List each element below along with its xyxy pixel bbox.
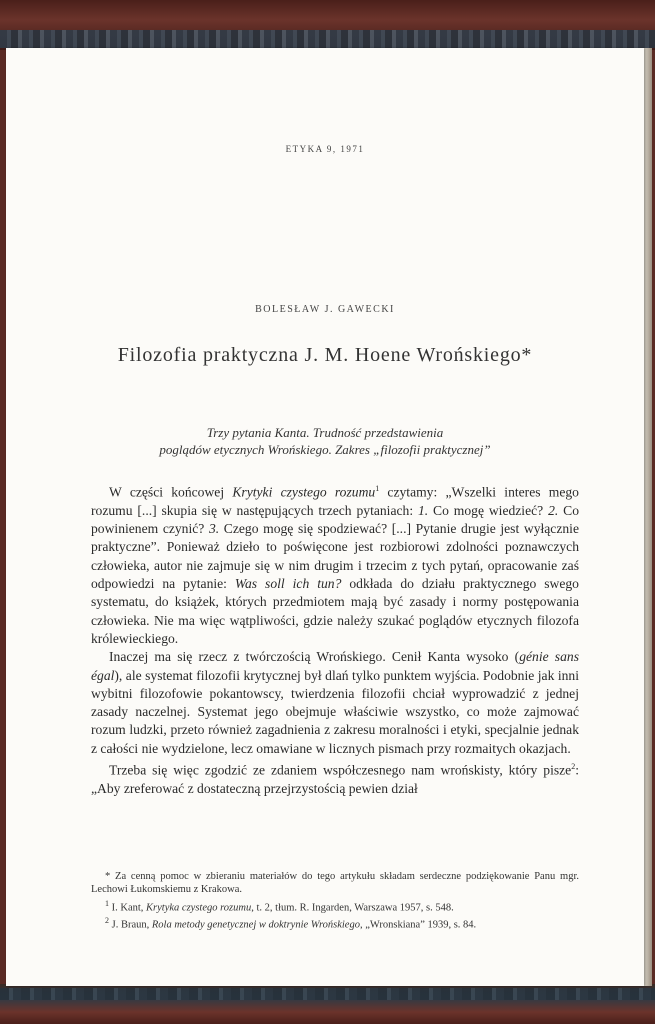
text-run: , „Wronskiana” 1939, s. 84. (359, 919, 477, 931)
question-number-3: 3. (208, 521, 220, 537)
paragraph-2 (91, 648, 579, 758)
footnote-2 (91, 914, 579, 932)
article-subtitle (86, 424, 564, 458)
paragraph-1 (91, 480, 579, 648)
footnote-2-title: Rola metody genetycznej w doktrynie Wrońskiego (151, 919, 360, 931)
text-run: ), ale systemat filozofii krytycznej był dlań tylko punktem wyjścia. Podobnie jak inni wybitni filozofowie pokantowscy, twierdzenia filozofii chciał wyprowadzić z jednej zasady naczelnej. Systemat jego obejmuje właściwie wszystko, co może zajmować rozum ludzki, przeto również zagadnienia z zakresu moralności i etyki, specjalnie jednak z całości nie wydzielone, lecz omawiane w licznych pismach przy rozmaitych okazjach. (91, 667, 579, 756)
text-run: czytamy: „Wszelki interes mego rozumu [...] skupia się w następujących trzech pytaniach: (91, 484, 579, 518)
footnote-1-mark: 1 (105, 898, 109, 908)
footnote-ref-1: 1 (375, 484, 380, 493)
running-head: ETYKA 9, 1971 (285, 144, 365, 154)
article-body (91, 480, 579, 798)
german-question: Was soll ich tun? (234, 576, 342, 592)
book-page (6, 48, 644, 986)
text-run: J. Braun, (109, 919, 152, 931)
french-phrase: génie sans égal (91, 649, 579, 683)
article-title: Filozofia praktyczna J. M. Hoene Wrońskiego* (117, 344, 533, 366)
text-run: W części końcowej (109, 484, 233, 500)
footnote-1-title: Krytyka czystego rozumu (146, 902, 252, 914)
text-run: odkłada do działu praktycznego swego systematu, do książek, których przedmiotem mają być zasady i normy postępowania człowieka. Nie ma więc wątpliwości, gdzie należy szukać poglądów etycznych filozofa królewieckiego. (91, 576, 579, 646)
footnote-2-mark: 2 (105, 916, 109, 926)
article-author: BOLESŁAW J. GAWECKI (255, 304, 395, 315)
question-number-1: 1. (417, 502, 429, 518)
top-binding-cloth (0, 30, 655, 48)
text-run: Co mogę wiedzieć? (428, 502, 549, 518)
subtitle-line-1: Trzy pytania Kanta. Trudność przedstawienia (206, 425, 444, 440)
footnote-ref-2: 2 (571, 761, 576, 771)
paragraph-3 (91, 758, 579, 798)
subtitle-line-2: poglądów etycznych Wrońskiego. Zakres „filozofii praktycznej” (159, 442, 491, 457)
text-run: Co powinienem czynić? (91, 502, 580, 537)
book-title-kant: Krytyki czystego rozumu (232, 484, 376, 500)
question-number-2: 2. (548, 502, 559, 518)
text-run: Trzeba się więc zgodzić ze zdaniem współczesnego nam wrońskisty, który pisze (109, 762, 572, 778)
text-run: , t. 2, tłum. R. Ingarden, Warszawa 1957, s. 548. (251, 902, 454, 914)
text-run: Inaczej ma się rzecz z twórczością Wrońskiego. Cenił Kanta wysoko ( (109, 649, 520, 665)
bottom-binding-cloth (0, 988, 655, 1000)
text-run: Czego mogę się spodziewać? [...] Pytanie drugie jest wyłącznie praktyczne”. Ponieważ dzieło to poświęcone jest rozbiorowi zdolności poznawczych człowieka, autor nie zajmuje się w nim drugim i trzecim z tych pytań, opracowanie zaś odpowiedzi na pytanie: (91, 521, 579, 592)
text-run: I. Kant, (109, 902, 147, 914)
text-run: : „Aby zreferować z dostateczną przejrzystością pewien dział (91, 762, 579, 796)
footnote-1 (91, 897, 579, 915)
page-edge (644, 48, 652, 986)
footnote-star: * Za cenną pomoc w zbieraniu materiałów do tego artykułu składam serdeczne podziękowanie Panu mgr. Lechowi Łukomskiemu z Krakowa. (91, 871, 579, 896)
footnotes (91, 870, 579, 932)
